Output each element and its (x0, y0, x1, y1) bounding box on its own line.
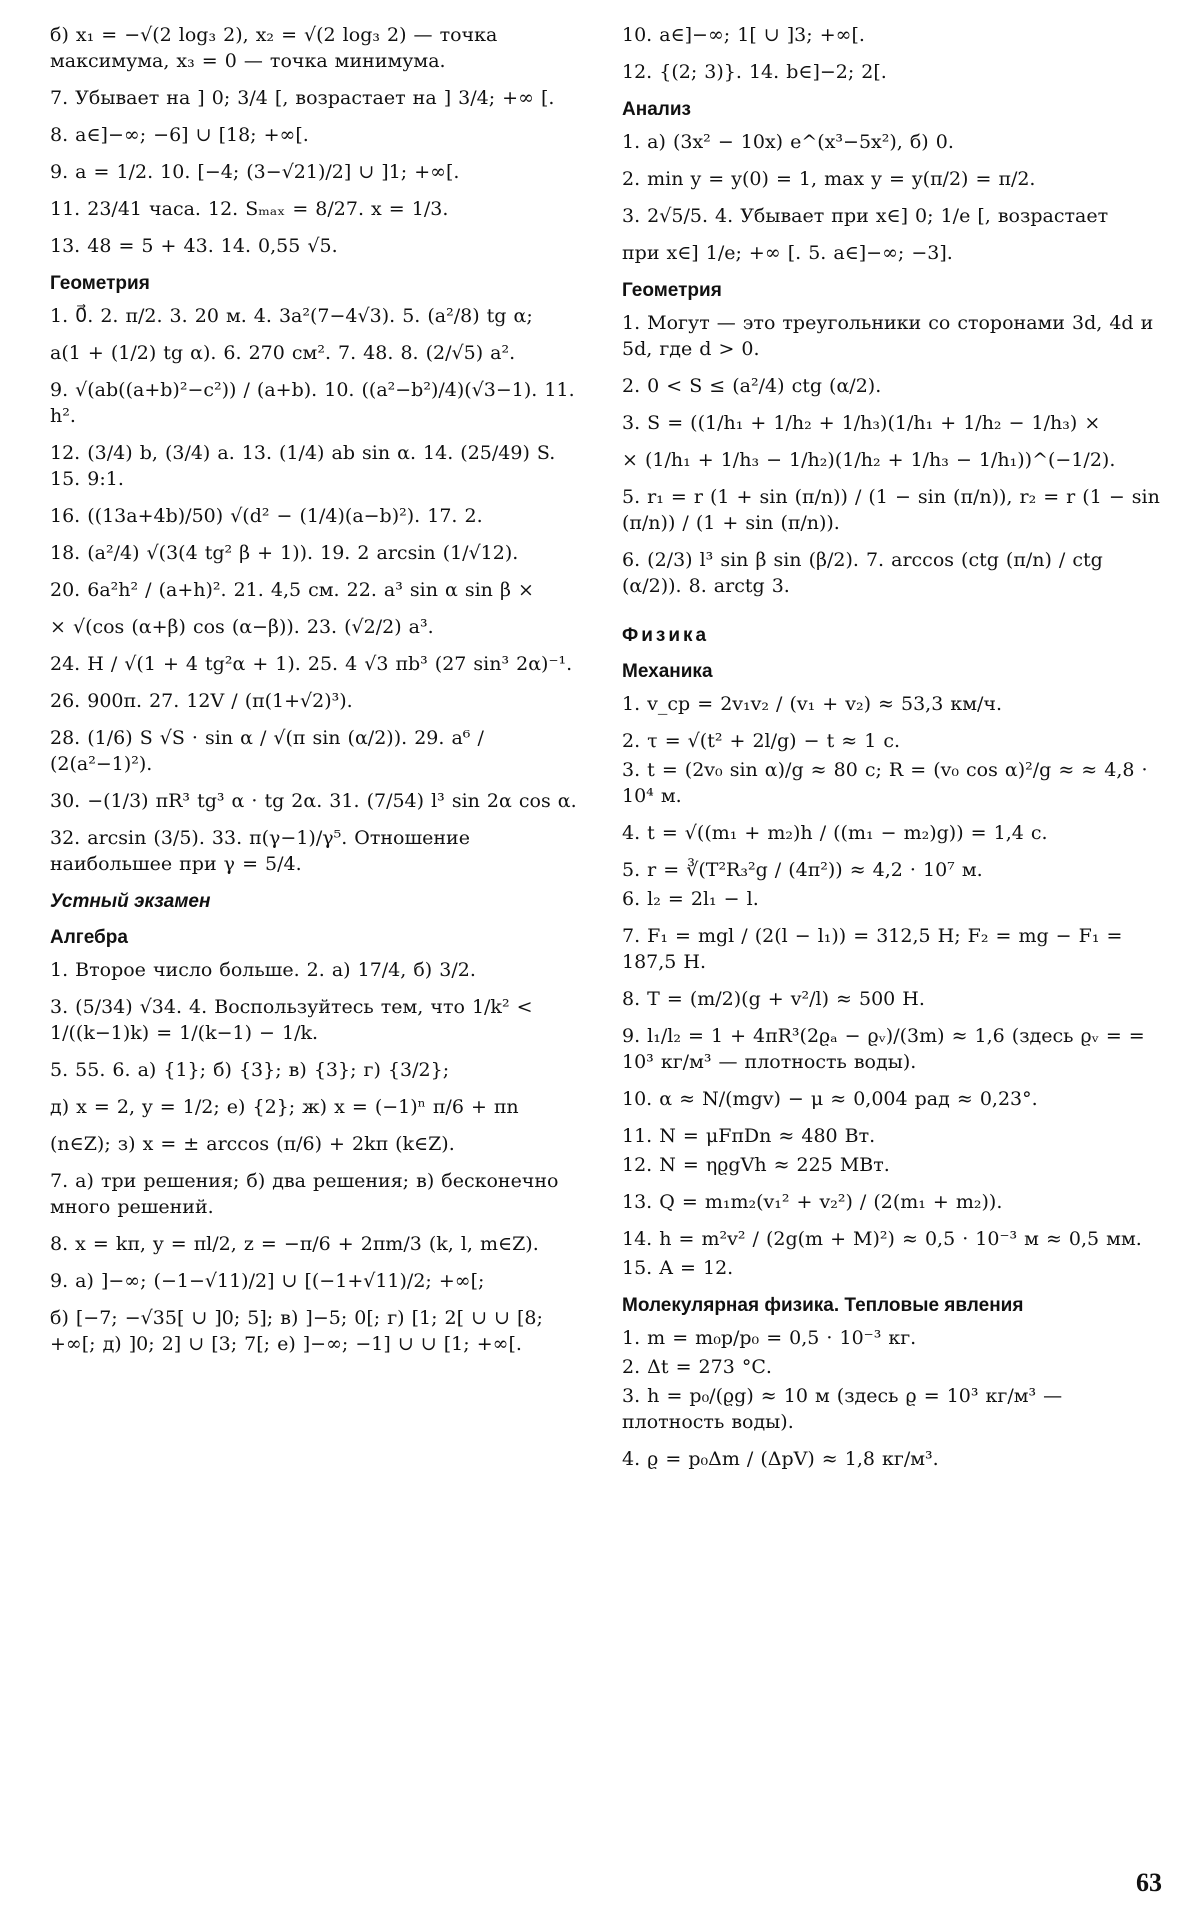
answer-line: 2. min y = y(0) = 1, max y = y(π/2) = π/2. (622, 168, 1036, 190)
answer-line: a(1 + (1/2) tg α). 6. 270 см². 7. 48. 8. (2/√5) a². (50, 342, 516, 364)
answer-line: 11. N = μFπDn ≈ 480 Вт. (622, 1125, 876, 1147)
answer-line: 12. {(2; 3)}. 14. b∈]−2; 2[. (622, 61, 887, 83)
left-column (50, 22, 590, 1368)
answer-line: × (1/h₁ + 1/h₃ − 1/h₂)(1/h₂ + 1/h₃ − 1/h₁))^(−1/2). (622, 449, 1116, 471)
answer-line: 3. h = p₀/(ϱg) ≈ 10 м (здесь ϱ = 10³ кг/м³ — плотность воды). (622, 1385, 1063, 1433)
answer-line: 8. a∈]−∞; −6] ∪ [18; +∞[. (50, 124, 309, 146)
section-heading: Физика (622, 625, 710, 646)
answer-line: 26. 900π. 27. 12V / (π(1+√2)³). (50, 690, 353, 712)
section-heading: Устный экзамен (50, 891, 211, 912)
section-heading: Механика (622, 661, 713, 682)
section-heading: Геометрия (622, 280, 722, 301)
answer-line: 9. l₁/l₂ = 1 + 4πR³(2ϱₐ − ϱᵥ)/(3m) ≈ 1,6 (здесь ϱᵥ = = 10³ кг/м³ — плотность воды). (622, 1025, 1145, 1073)
answer-line: 7. F₁ = mgl / (2(l − l₁)) = 312,5 Н; F₂ = mg − F₁ = 187,5 Н. (622, 925, 1123, 973)
answer-line: 5. r₁ = r (1 + sin (π/n)) / (1 − sin (π/n)), r₂ = r (1 − sin (π/n)) / (1 + sin (π/n)). (622, 486, 1160, 534)
answer-line: 12. (3/4) b, (3/4) a. 13. (1/4) ab sin α. 14. (25/49) S. 15. 9:1. (50, 442, 556, 490)
section-heading: Молекулярная физика. Тепловые явления (622, 1295, 1024, 1316)
answer-line: 3. S = ((1/h₁ + 1/h₂ + 1/h₃)(1/h₁ + 1/h₂ − 1/h₃) × (622, 412, 1101, 434)
answer-line: 13. 48 = 5 + 43. 14. 0,55 √5. (50, 235, 338, 257)
answer-line: × √(cos (α+β) cos (α−β)). 23. (√2/2) a³. (50, 616, 434, 638)
answer-line: 2. τ = √(t² + 2l/g) − t ≈ 1 с. (622, 730, 901, 752)
answer-line: 13. Q = m₁m₂(v₁² + v₂²) / (2(m₁ + m₂)). (622, 1191, 1003, 1213)
answer-line: 6. l₂ = 2l₁ − l. (622, 888, 759, 910)
answer-line: 7. а) три решения; б) два решения; в) бесконечно много решений. (50, 1170, 559, 1218)
answer-line: 3. (5/34) √34. 4. Воспользуйтесь тем, что 1/k² < 1/((k−1)k) = 1/(k−1) − 1/k. (50, 996, 533, 1044)
answer-line: 3. 2√5/5. 4. Убывает при x∈] 0; 1/e [, возрастает (622, 205, 1109, 227)
answer-line: 2. 0 < S ≤ (a²/4) ctg (α/2). (622, 375, 882, 397)
answer-line: 10. a∈]−∞; 1[ ∪ ]3; +∞[. (622, 24, 865, 46)
answer-line: 4. ϱ = p₀Δm / (ΔpV) ≈ 1,8 кг/м³. (622, 1448, 939, 1470)
answer-line: 8. T = (m/2)(g + v²/l) ≈ 500 Н. (622, 988, 925, 1010)
answer-line: 4. t = √((m₁ + m₂)h / ((m₁ − m₂)g)) = 1,4 с. (622, 822, 1048, 844)
answer-line: 12. N = ηϱgVh ≈ 225 МВт. (622, 1154, 890, 1176)
answer-line: 9. a = 1/2. 10. [−4; (3−√21)/2] ∪ ]1; +∞[. (50, 161, 460, 183)
answer-line: 1. Могут — это треугольники со сторонами 3d, 4d и 5d, где d > 0. (622, 312, 1154, 360)
answer-line: 20. 6a²h² / (a+h)². 21. 4,5 см. 22. a³ sin α sin β × (50, 579, 534, 601)
answer-line: 14. h = m²v² / (2g(m + M)²) ≈ 0,5 · 10⁻³ м ≈ 0,5 мм. (622, 1228, 1142, 1250)
answer-line: б) x₁ = −√(2 log₃ 2), x₂ = √(2 log₃ 2) — точка максимума, x₃ = 0 — точка минимума. (50, 24, 498, 72)
answer-line: 3. t = (2v₀ sin α)/g ≈ 80 с; R = (v₀ cos α)²/g ≈ ≈ 4,8 · 10⁴ м. (622, 759, 1148, 807)
answer-line: 9. а) ]−∞; (−1−√11)/2] ∪ [(−1+√11)/2; +∞[; (50, 1270, 485, 1292)
answer-line: 1. 0⃗. 2. π/2. 3. 20 м. 4. 3a²(7−4√3). 5. (a²/8) tg α; (50, 305, 533, 327)
answer-line: 30. −(1/3) πR³ tg³ α · tg 2α. 31. (7/54) l³ sin 2α cos α. (50, 790, 577, 812)
answer-line: 9. √(ab((a+b)²−c²)) / (a+b). 10. ((a²−b²)/4)(√3−1). 11. h². (50, 379, 575, 427)
answer-line: (n∈Z); з) x = ± arccos (π/6) + 2kπ (k∈Z). (50, 1133, 455, 1155)
section-heading: Алгебра (50, 927, 128, 948)
answer-line: 1. v_ср = 2v₁v₂ / (v₁ + v₂) ≈ 53,3 км/ч. (622, 693, 1002, 715)
answer-line: 28. (1/6) S √S · sin α / √(π sin (α/2)). 29. a⁶ / (2(a²−1)²). (50, 727, 484, 775)
answer-line: 18. (a²/4) √(3(4 tg² β + 1)). 19. 2 arcsin (1/√12). (50, 542, 519, 564)
right-column (622, 22, 1162, 1483)
answer-line: 1. а) (3x² − 10x) e^(x³−5x²), б) 0. (622, 131, 954, 153)
answer-line: при x∈] 1/e; +∞ [. 5. a∈]−∞; −3]. (622, 242, 953, 264)
section-heading: Геометрия (50, 273, 150, 294)
answer-line: 2. Δt = 273 °С. (622, 1356, 772, 1378)
answer-line: 16. ((13a+4b)/50) √(d² − (1/4)(a−b)²). 17. 2. (50, 505, 483, 527)
answer-line: 8. x = kπ, y = πl/2, z = −π/6 + 2πm/3 (k, l, m∈Z). (50, 1233, 539, 1255)
answer-line: 10. α ≈ N/(mgv) − μ ≈ 0,004 рад ≈ 0,23°. (622, 1088, 1038, 1110)
answer-line: 5. r = ∛(T²R₃²g / (4π²)) ≈ 4,2 · 10⁷ м. (622, 859, 983, 881)
answer-line: 15. A = 12. (622, 1257, 734, 1279)
answer-line: 32. arcsin (3/5). 33. π(γ−1)/γ⁵. Отношение наибольшее при γ = 5/4. (50, 827, 470, 875)
answer-line: д) x = 2, y = 1/2; е) {2}; ж) x = (−1)ⁿ π/6 + πn (50, 1096, 519, 1118)
answer-line: 6. (2/3) l³ sin β sin (β/2). 7. arccos (ctg (π/n) / ctg (α/2)). 8. arctg 3. (622, 549, 1103, 597)
answer-line: 1. m = m₀p/p₀ = 0,5 · 10⁻³ кг. (622, 1327, 917, 1349)
answer-line: 7. Убывает на ] 0; 3/4 [, возрастает на ] 3/4; +∞ [. (50, 87, 555, 109)
answer-line: 11. 23/41 часа. 12. Sₘₐₓ = 8/27. x = 1/3. (50, 198, 449, 220)
answer-line: 24. H / √(1 + 4 tg²α + 1). 25. 4 √3 πb³ (27 sin³ 2α)⁻¹. (50, 653, 573, 675)
page-number: 63 (1136, 1868, 1162, 1897)
section-heading: Анализ (622, 99, 691, 120)
answer-line: 1. Второе число больше. 2. а) 17/4, б) 3/2. (50, 959, 476, 981)
answer-line: б) [−7; −√35[ ∪ ]0; 5]; в) ]−5; 0[; г) [1; 2[ ∪ ∪ [8; +∞[; д) ]0; 2] ∪ [3; 7[; е) ]−∞; −1] ∪ ∪ [1; +∞[. (50, 1307, 543, 1355)
answer-line: 5. 55. 6. а) {1}; б) {3}; в) {3}; г) {3/2}; (50, 1059, 450, 1081)
